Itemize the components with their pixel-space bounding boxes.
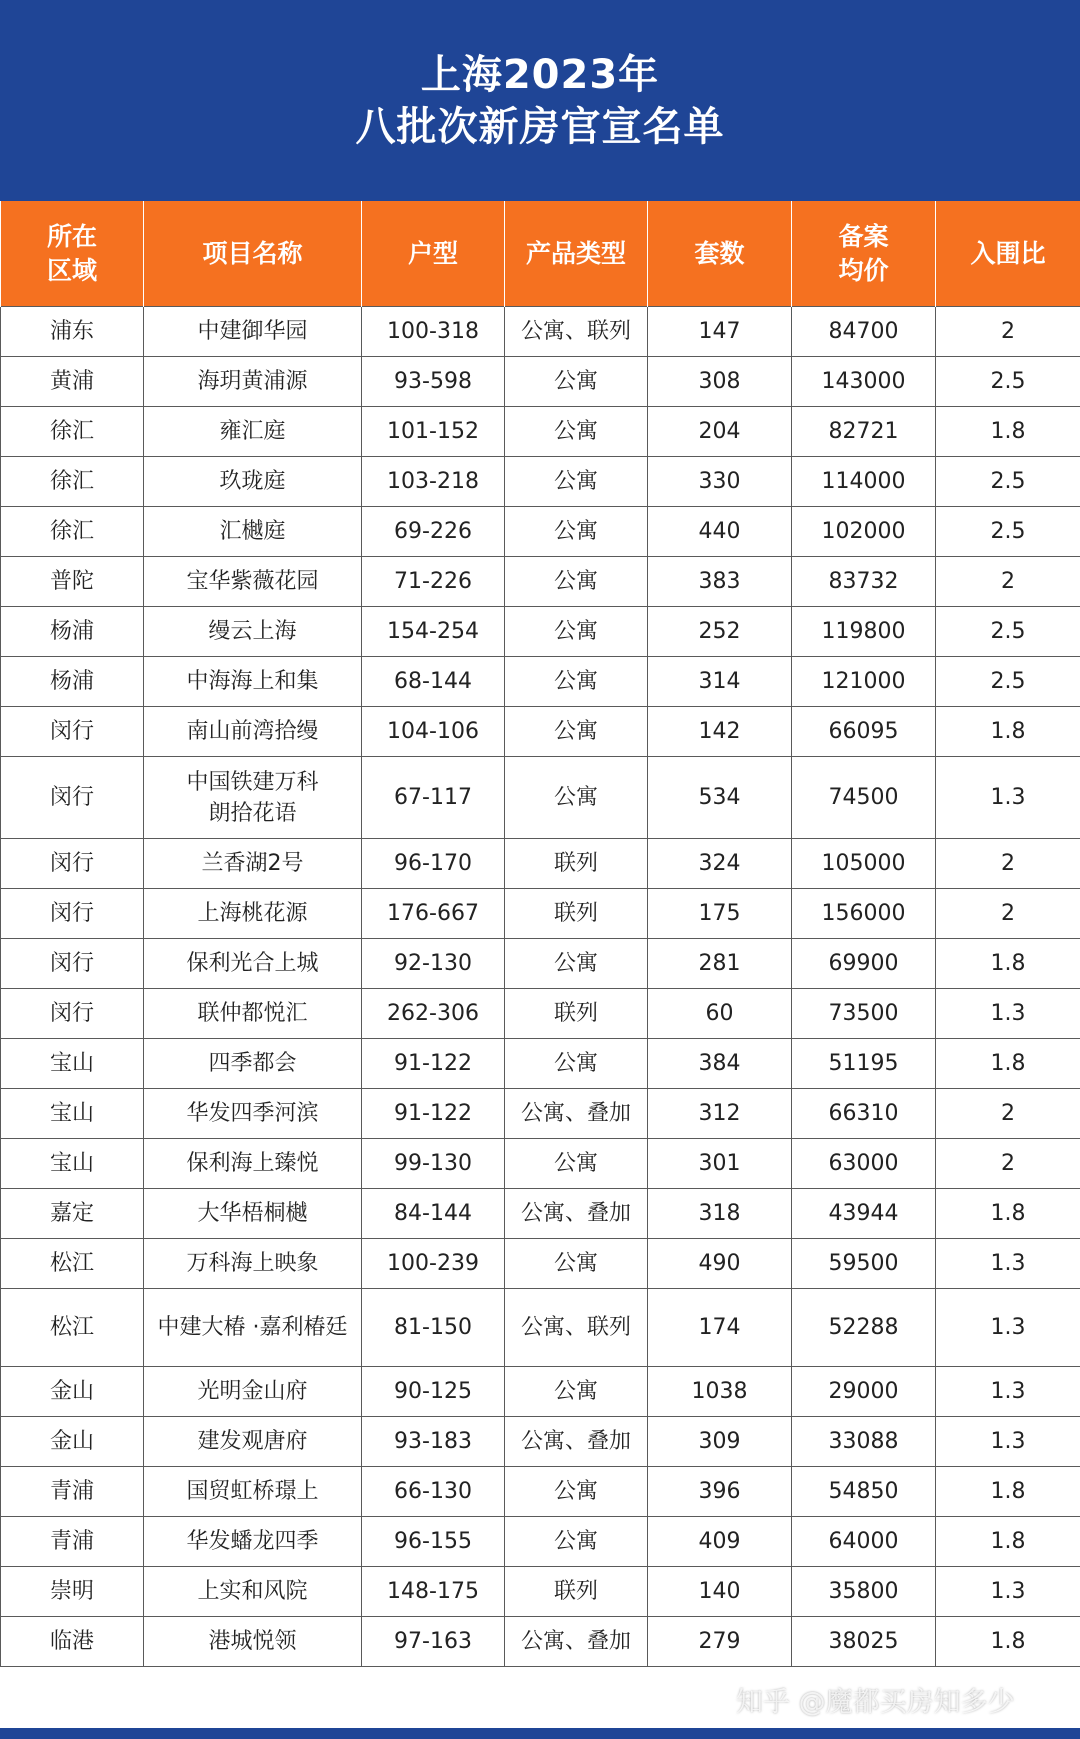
unit-size-cell: 69-226	[362, 507, 505, 557]
average-price-cell: 83732	[792, 557, 936, 607]
bottom-band	[0, 1728, 1080, 1739]
unit-count-cell: 324	[648, 839, 792, 889]
average-price-cell: 66310	[792, 1089, 936, 1139]
district-cell: 闵行	[1, 889, 144, 939]
unit-size-cell: 66-130	[362, 1467, 505, 1517]
shortlist-ratio-cell: 1.3	[936, 1289, 1080, 1367]
unit-count-cell: 440	[648, 507, 792, 557]
table-body	[1, 307, 1080, 1667]
product-type-cell: 公寓	[505, 507, 648, 557]
product-type-cell: 公寓	[505, 1239, 648, 1289]
product-type-cell: 公寓	[505, 1467, 648, 1517]
shortlist-ratio-cell: 2.5	[936, 607, 1080, 657]
district-cell: 嘉定	[1, 1189, 144, 1239]
header-product-type: 产品类型	[505, 201, 648, 307]
table-row	[1, 307, 1080, 357]
shortlist-ratio-cell: 2.5	[936, 657, 1080, 707]
project-name-cell: 中国铁建万科 朗拾花语	[144, 757, 362, 839]
product-type-cell: 公寓、联列	[505, 1289, 648, 1367]
project-name-cell: 四季都会	[144, 1039, 362, 1089]
product-type-cell: 联列	[505, 839, 648, 889]
average-price-cell: 64000	[792, 1517, 936, 1567]
unit-count-cell: 312	[648, 1089, 792, 1139]
district-cell: 徐汇	[1, 407, 144, 457]
project-name-cell: 玖珑庭	[144, 457, 362, 507]
table-row	[1, 1367, 1080, 1417]
table-row	[1, 407, 1080, 457]
table-row	[1, 1517, 1080, 1567]
product-type-cell: 公寓	[505, 939, 648, 989]
table-row	[1, 657, 1080, 707]
table-row	[1, 1189, 1080, 1239]
unit-size-cell: 99-130	[362, 1139, 505, 1189]
watermark: 知乎 @魔都买房知多少	[736, 1687, 1015, 1718]
unit-size-cell: 154-254	[362, 607, 505, 657]
average-price-cell: 84700	[792, 307, 936, 357]
unit-count-cell: 383	[648, 557, 792, 607]
unit-count-cell: 396	[648, 1467, 792, 1517]
unit-size-cell: 262-306	[362, 989, 505, 1039]
unit-count-cell: 204	[648, 407, 792, 457]
unit-size-cell: 68-144	[362, 657, 505, 707]
average-price-cell: 66095	[792, 707, 936, 757]
project-name-cell: 上海桃花源	[144, 889, 362, 939]
district-cell: 闵行	[1, 939, 144, 989]
table-row	[1, 1567, 1080, 1617]
project-name-cell: 中建御华园	[144, 307, 362, 357]
product-type-cell: 公寓	[505, 457, 648, 507]
district-cell: 杨浦	[1, 657, 144, 707]
average-price-cell: 73500	[792, 989, 936, 1039]
product-type-cell: 公寓	[505, 757, 648, 839]
district-cell: 普陀	[1, 557, 144, 607]
average-price-cell: 114000	[792, 457, 936, 507]
district-cell: 松江	[1, 1239, 144, 1289]
district-cell: 崇明	[1, 1567, 144, 1617]
unit-count-cell: 140	[648, 1567, 792, 1617]
table-row	[1, 1239, 1080, 1289]
unit-count-cell: 281	[648, 939, 792, 989]
unit-size-cell: 71-226	[362, 557, 505, 607]
project-name-cell: 国贸虹桥璟上	[144, 1467, 362, 1517]
average-price-cell: 74500	[792, 757, 936, 839]
average-price-cell: 156000	[792, 889, 936, 939]
product-type-cell: 公寓、联列	[505, 307, 648, 357]
district-cell: 黄浦	[1, 357, 144, 407]
average-price-cell: 82721	[792, 407, 936, 457]
table-row	[1, 939, 1080, 989]
product-type-cell: 公寓、叠加	[505, 1417, 648, 1467]
shortlist-ratio-cell: 2.5	[936, 507, 1080, 557]
unit-count-cell: 60	[648, 989, 792, 1039]
table-row	[1, 1289, 1080, 1367]
shortlist-ratio-cell: 1.3	[936, 1417, 1080, 1467]
unit-count-cell: 142	[648, 707, 792, 757]
product-type-cell: 联列	[505, 889, 648, 939]
unit-count-cell: 384	[648, 1039, 792, 1089]
average-price-cell: 105000	[792, 839, 936, 889]
product-type-cell: 公寓、叠加	[505, 1089, 648, 1139]
project-name-cell: 万科海上映象	[144, 1239, 362, 1289]
table-row	[1, 1089, 1080, 1139]
unit-count-cell: 279	[648, 1617, 792, 1667]
project-list-table	[0, 201, 1080, 1667]
average-price-cell: 102000	[792, 507, 936, 557]
unit-size-cell: 100-318	[362, 307, 505, 357]
average-price-cell: 69900	[792, 939, 936, 989]
product-type-cell: 公寓	[505, 707, 648, 757]
average-price-cell: 43944	[792, 1189, 936, 1239]
project-name-cell: 华发蟠龙四季	[144, 1517, 362, 1567]
shortlist-ratio-cell: 1.8	[936, 1517, 1080, 1567]
district-cell: 金山	[1, 1417, 144, 1467]
unit-size-cell: 81-150	[362, 1289, 505, 1367]
header-row	[1, 201, 1080, 307]
unit-size-cell: 97-163	[362, 1617, 505, 1667]
average-price-cell: 35800	[792, 1567, 936, 1617]
product-type-cell: 公寓、叠加	[505, 1617, 648, 1667]
average-price-cell: 121000	[792, 657, 936, 707]
page-title-line-2: 八批次新房官宣名单	[355, 103, 725, 150]
project-name-cell: 中海海上和集	[144, 657, 362, 707]
project-name-cell: 兰香湖2号	[144, 839, 362, 889]
unit-size-cell: 176-667	[362, 889, 505, 939]
product-type-cell: 公寓	[505, 407, 648, 457]
project-name-cell: 缦云上海	[144, 607, 362, 657]
shortlist-ratio-cell: 1.8	[936, 1617, 1080, 1667]
unit-count-cell: 308	[648, 357, 792, 407]
header-average-price: 备案 均价	[792, 201, 936, 307]
unit-count-cell: 309	[648, 1417, 792, 1467]
district-cell: 闵行	[1, 707, 144, 757]
unit-count-cell: 490	[648, 1239, 792, 1289]
table-row	[1, 889, 1080, 939]
project-name-cell: 宝华紫薇花园	[144, 557, 362, 607]
table-row	[1, 707, 1080, 757]
shortlist-ratio-cell: 1.8	[936, 407, 1080, 457]
district-cell: 杨浦	[1, 607, 144, 657]
table-row	[1, 757, 1080, 839]
shortlist-ratio-cell: 2	[936, 1139, 1080, 1189]
average-price-cell: 33088	[792, 1417, 936, 1467]
shortlist-ratio-cell: 1.3	[936, 1567, 1080, 1617]
project-name-cell: 汇樾庭	[144, 507, 362, 557]
unit-size-cell: 92-130	[362, 939, 505, 989]
average-price-cell: 119800	[792, 607, 936, 657]
unit-size-cell: 101-152	[362, 407, 505, 457]
average-price-cell: 143000	[792, 357, 936, 407]
product-type-cell: 公寓	[505, 1139, 648, 1189]
district-cell: 闵行	[1, 989, 144, 1039]
product-type-cell: 联列	[505, 1567, 648, 1617]
district-cell: 宝山	[1, 1139, 144, 1189]
product-type-cell: 公寓	[505, 357, 648, 407]
table-row	[1, 357, 1080, 407]
unit-size-cell: 93-183	[362, 1417, 505, 1467]
average-price-cell: 63000	[792, 1139, 936, 1189]
unit-size-cell: 91-122	[362, 1039, 505, 1089]
unit-count-cell: 147	[648, 307, 792, 357]
district-cell: 浦东	[1, 307, 144, 357]
district-cell: 临港	[1, 1617, 144, 1667]
project-name-cell: 雍汇庭	[144, 407, 362, 457]
shortlist-ratio-cell: 2.5	[936, 457, 1080, 507]
table-row	[1, 989, 1080, 1039]
project-name-cell: 海玥黄浦源	[144, 357, 362, 407]
district-cell: 松江	[1, 1289, 144, 1367]
unit-count-cell: 409	[648, 1517, 792, 1567]
shortlist-ratio-cell: 1.8	[936, 1189, 1080, 1239]
shortlist-ratio-cell: 2	[936, 889, 1080, 939]
unit-count-cell: 330	[648, 457, 792, 507]
district-cell: 闵行	[1, 757, 144, 839]
district-cell: 宝山	[1, 1089, 144, 1139]
district-cell: 徐汇	[1, 507, 144, 557]
unit-size-cell: 148-175	[362, 1567, 505, 1617]
unit-count-cell: 1038	[648, 1367, 792, 1417]
table-row	[1, 457, 1080, 507]
table-row	[1, 1617, 1080, 1667]
table-row	[1, 507, 1080, 557]
shortlist-ratio-cell: 2	[936, 839, 1080, 889]
district-cell: 金山	[1, 1367, 144, 1417]
unit-count-cell: 301	[648, 1139, 792, 1189]
unit-size-cell: 91-122	[362, 1089, 505, 1139]
table-row	[1, 839, 1080, 889]
product-type-cell: 公寓	[505, 607, 648, 657]
title-banner	[0, 0, 1080, 201]
unit-size-cell: 103-218	[362, 457, 505, 507]
shortlist-ratio-cell: 2.5	[936, 357, 1080, 407]
project-name-cell: 上实和风院	[144, 1567, 362, 1617]
shortlist-ratio-cell: 1.3	[936, 1239, 1080, 1289]
product-type-cell: 公寓	[505, 657, 648, 707]
header-project-name: 项目名称	[144, 201, 362, 307]
unit-size-cell: 84-144	[362, 1189, 505, 1239]
shortlist-ratio-cell: 2	[936, 307, 1080, 357]
average-price-cell: 59500	[792, 1239, 936, 1289]
average-price-cell: 54850	[792, 1467, 936, 1517]
district-cell: 闵行	[1, 839, 144, 889]
unit-count-cell: 252	[648, 607, 792, 657]
project-name-cell: 联仲都悦汇	[144, 989, 362, 1039]
table-row	[1, 607, 1080, 657]
header-district: 所在 区域	[1, 201, 144, 307]
unit-count-cell: 174	[648, 1289, 792, 1367]
header-shortlist-ratio: 入围比	[936, 201, 1080, 307]
shortlist-ratio-cell: 1.8	[936, 1039, 1080, 1089]
unit-size-cell: 90-125	[362, 1367, 505, 1417]
product-type-cell: 公寓	[505, 1517, 648, 1567]
shortlist-ratio-cell: 1.8	[936, 707, 1080, 757]
project-name-cell: 南山前湾拾缦	[144, 707, 362, 757]
table-row	[1, 557, 1080, 607]
shortlist-ratio-cell: 1.8	[936, 939, 1080, 989]
project-name-cell: 中建大椿 ·嘉利椿廷	[144, 1289, 362, 1367]
header-unit-count: 套数	[648, 201, 792, 307]
district-cell: 青浦	[1, 1517, 144, 1567]
unit-count-cell: 318	[648, 1189, 792, 1239]
district-cell: 宝山	[1, 1039, 144, 1089]
product-type-cell: 公寓、叠加	[505, 1189, 648, 1239]
unit-size-cell: 93-598	[362, 357, 505, 407]
shortlist-ratio-cell: 1.3	[936, 989, 1080, 1039]
average-price-cell: 51195	[792, 1039, 936, 1089]
product-type-cell: 联列	[505, 989, 648, 1039]
project-name-cell: 华发四季河滨	[144, 1089, 362, 1139]
unit-size-cell: 100-239	[362, 1239, 505, 1289]
shortlist-ratio-cell: 2	[936, 1089, 1080, 1139]
average-price-cell: 38025	[792, 1617, 936, 1667]
unit-count-cell: 534	[648, 757, 792, 839]
unit-count-cell: 314	[648, 657, 792, 707]
project-name-cell: 保利海上臻悦	[144, 1139, 362, 1189]
project-name-cell: 建发观唐府	[144, 1417, 362, 1467]
shortlist-ratio-cell: 1.3	[936, 1367, 1080, 1417]
table-row	[1, 1467, 1080, 1517]
shortlist-ratio-cell: 2	[936, 557, 1080, 607]
unit-size-cell: 104-106	[362, 707, 505, 757]
table-row	[1, 1417, 1080, 1467]
table-row	[1, 1139, 1080, 1189]
project-name-cell: 港城悦领	[144, 1617, 362, 1667]
project-name-cell: 保利光合上城	[144, 939, 362, 989]
unit-count-cell: 175	[648, 889, 792, 939]
page-title-line-1: 上海2023年	[420, 51, 660, 98]
district-cell: 青浦	[1, 1467, 144, 1517]
project-name-cell: 大华梧桐樾	[144, 1189, 362, 1239]
district-cell: 徐汇	[1, 457, 144, 507]
shortlist-ratio-cell: 1.3	[936, 757, 1080, 839]
unit-size-cell: 96-170	[362, 839, 505, 889]
average-price-cell: 29000	[792, 1367, 936, 1417]
shortlist-ratio-cell: 1.8	[936, 1467, 1080, 1517]
table-row	[1, 1039, 1080, 1089]
product-type-cell: 公寓	[505, 1039, 648, 1089]
product-type-cell: 公寓	[505, 1367, 648, 1417]
project-name-cell: 光明金山府	[144, 1367, 362, 1417]
unit-size-cell: 67-117	[362, 757, 505, 839]
unit-size-cell: 96-155	[362, 1517, 505, 1567]
product-type-cell: 公寓	[505, 557, 648, 607]
average-price-cell: 52288	[792, 1289, 936, 1367]
header-unit-size: 户型	[362, 201, 505, 307]
